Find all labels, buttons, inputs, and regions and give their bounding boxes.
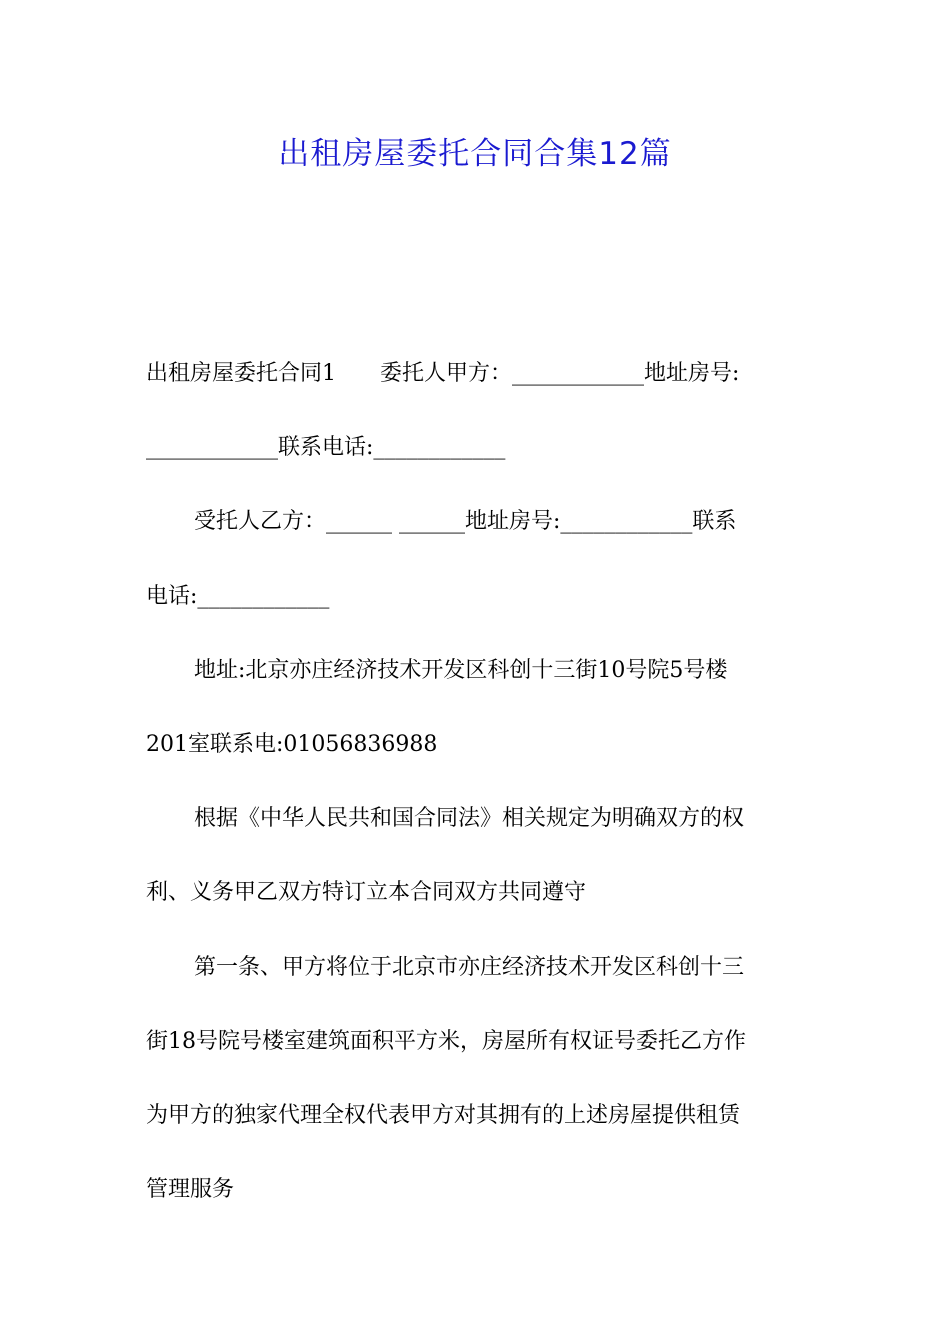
text-line: 为甲方的独家代理全权代表甲方对其拥有的上述房屋提供租赁	[146, 1102, 741, 1128]
text-line: 根据《中华人民共和国合同法》相关规定为明确双方的权	[194, 806, 745, 832]
text-line: 电话:____________	[146, 583, 330, 609]
text-line: 第一条、甲方将位于北京市亦庄经济技术开发区科创十三	[194, 954, 745, 980]
text-line: 201室联系电:01056836988	[146, 731, 438, 757]
text-line: ____________联系电话:____________	[146, 435, 506, 461]
document-body	[146, 337, 808, 1227]
text-line: 街18号院号楼室建筑面积平方米，房屋所有权证号委托乙方作	[146, 1028, 746, 1054]
document-title: 出租房屋委托合同合集12篇	[278, 136, 672, 172]
text-line: 管理服务	[146, 1177, 235, 1203]
text-line: 地址:北京亦庄经济技术开发区科创十三街10号院5号楼	[194, 657, 728, 683]
text-line: 受托人乙方：______ ______地址房号:____________联系	[194, 509, 737, 535]
text-line: 出租房屋委托合同1 委托人甲方：____________地址房号:	[146, 361, 740, 386]
text-line: 利、义务甲乙双方特订立本合同双方共同遵守	[146, 880, 587, 906]
